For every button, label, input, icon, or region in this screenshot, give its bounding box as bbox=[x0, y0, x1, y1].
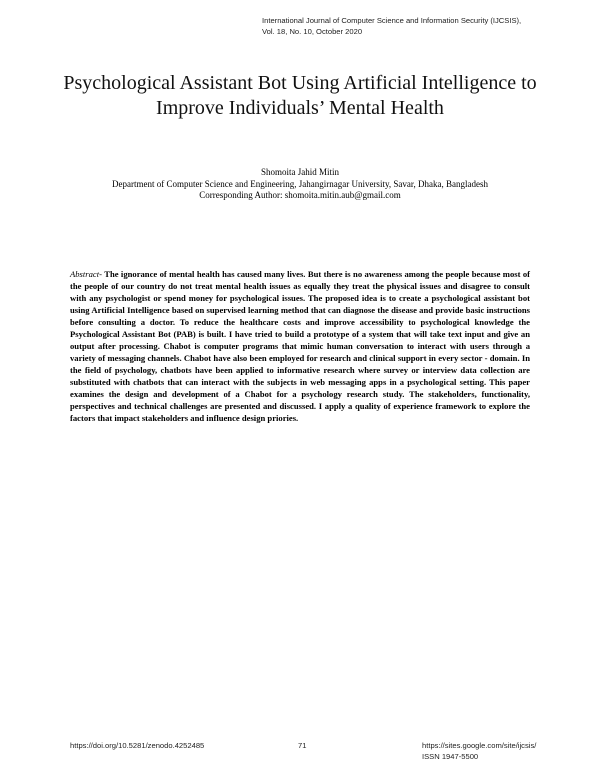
doi-link[interactable]: https://doi.org/10.5281/zenodo.4252485 bbox=[70, 741, 205, 750]
author-block bbox=[20, 167, 580, 202]
issn: ISSN 1947-5500 bbox=[422, 751, 479, 761]
journal-name: International Journal of Computer Science and Information Security (IJCSIS), bbox=[262, 16, 522, 25]
page-footer bbox=[70, 741, 537, 767]
author-name: Shomoita Jahid Mitin bbox=[260, 167, 339, 177]
corresponding-author: Corresponding Author: shomoita.mitin.aub@gmail.com bbox=[199, 190, 401, 200]
author-department: Department of Computer Science and Engineering, Jahangirnagar University, Savar, Dhaka, Bangladesh bbox=[112, 178, 488, 189]
abstract-label: Abstract- bbox=[70, 269, 102, 279]
site-link[interactable]: https://sites.google.com/site/ijcsis/ bbox=[422, 741, 537, 750]
footer-right bbox=[422, 741, 537, 762]
paper-title: Psychological Assistant Bot Using Artificial Intelligence to Improve Individuals’ Mental Health bbox=[63, 72, 537, 119]
page-number: 71 bbox=[298, 741, 307, 750]
abstract-body: The ignorance of mental health has caused many lives. But there is no awareness among the people because most of the people of our country do not treat mental health issues as equally they treat the physical issues and disagree to consult with any psychologist or spend money for psychological issues. The proposed idea is to create a psychological assistant bot using Artificial Intelligence based on supervised learning method that can diagnose the disease and provide basic instructions before consulting a doctor. To reduce the healthcare costs and improve accessibility to psychological knowledge the Psychological Assistant Bot (PAB) is built. I have tried to build a prototype of a system that will take text input and give an output after processing. Chabot is computer programs that mimic human conversation to interact with users through a variety of messaging channels. Chabot have also been employed for research and clinical support in every sector - domain. In the field of psychology, chatbots have been applied to informative research where survey or interview data collection are substituted with chatbots that can interact with the subjects in web messaging apps in a psychological setting. This paper examines the design and development of a Chabot for a psychology research study. The stakeholders, functionality, perspectives and technical challenges are presented and discussed. I apply a quality of experience framework to explore the factors that impact stakeholders and influence design priories. bbox=[70, 269, 530, 423]
journal-volume: Vol. 18, No. 10, October 2020 bbox=[262, 26, 363, 36]
journal-header bbox=[262, 16, 592, 37]
abstract bbox=[70, 268, 530, 424]
